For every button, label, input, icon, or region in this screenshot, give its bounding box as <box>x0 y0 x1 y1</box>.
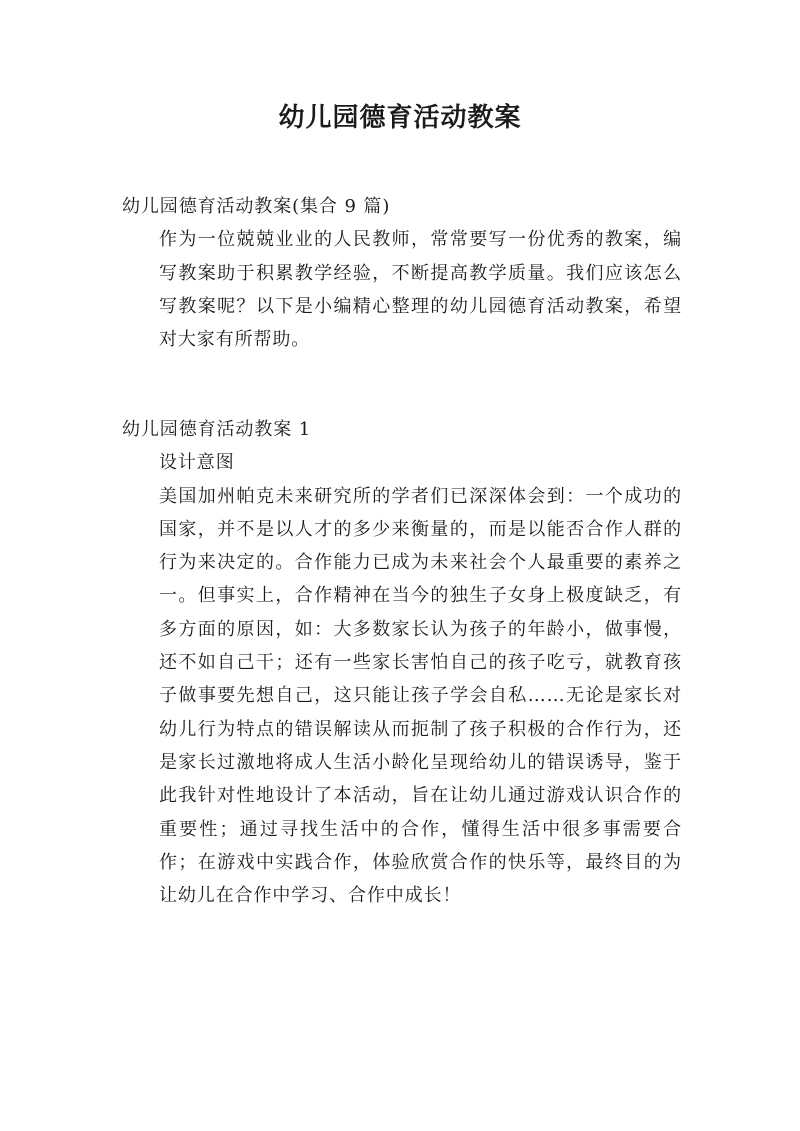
section-1-subheading: 设计意图 <box>159 452 235 474</box>
section-1-paragraph: 美国加州帕克未来研究所的学者们已深深体会到：一个成功的国家，并不是以人才的多少来衡量的，而是以能否合作人群的行为来决定的。合作能力已成为未来社会个人最重要的素养之一。但事实上，合作精神在当今的独生子女身上极度缺乏，有多方面的原因，如：大多数家长认为孩子的年龄小，做事慢，还不如自己干；还有一些家长害怕自己的孩子吃亏，就教育孩子做事要先想自己，这只能让孩子学会自私……无论是家长对幼儿行为特点的错误解读从而扼制了孩子积极的合作行为，还是家长过激地将成人生活小龄化呈现给幼儿的错误诱导，鉴于此我针对性地设计了本活动，旨在让幼儿通过游戏认识合作的重要性；通过寻找生活中的合作，懂得生活中很多事需要合作；在游戏中实践合作，体验欣赏合作的快乐等，最终目的为让幼儿在合作中学习、合作中成长！ <box>159 485 682 907</box>
collection-heading: 幼儿园德育活动教案(集合 9 篇) <box>122 196 391 217</box>
intro-block <box>122 190 682 356</box>
document-title: 幼儿园德育活动教案 <box>278 103 522 133</box>
section-1 <box>122 413 682 912</box>
intro-paragraph: 作为一位兢兢业业的人民教师，常常要写一份优秀的教案，编写教案助于积累教学经验，不断提高教学质量。我们应该怎么写教案呢？以下是小编精心整理的幼儿园德育活动教案，希望对大家有所帮助。 <box>159 229 682 351</box>
section-1-heading: 幼儿园德育活动教案 1 <box>122 419 312 440</box>
